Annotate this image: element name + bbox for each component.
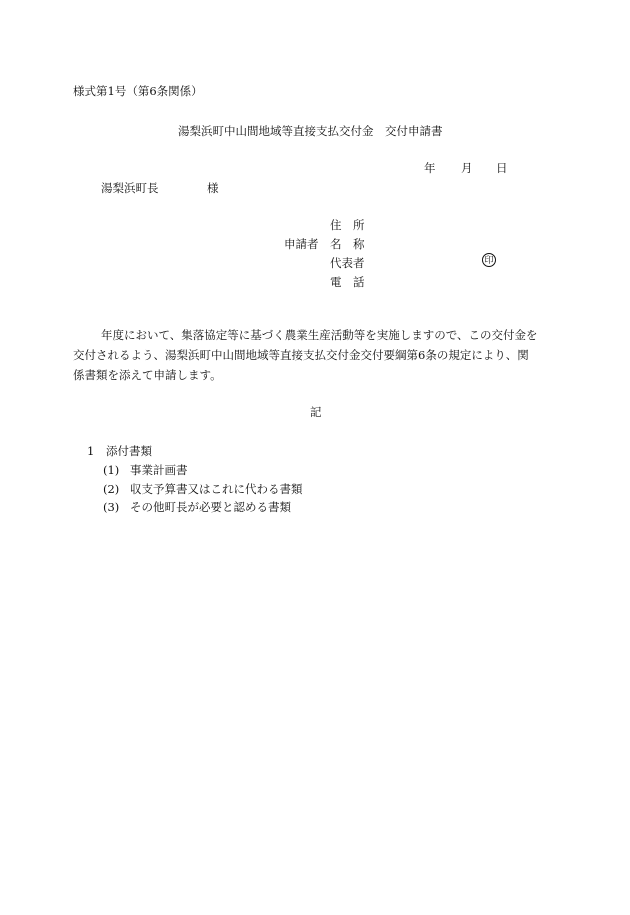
date-month-label: 月 [461, 161, 473, 175]
attachments-heading: 添付書類 [106, 444, 152, 458]
date-year-label: 年 [424, 161, 436, 175]
attachment-item-1-text: 事業計画書 [130, 463, 188, 477]
attachments-number: 1 [87, 444, 95, 458]
date-day-label: 日 [496, 161, 508, 175]
body-line-2: 交付されるよう、湯梨浜町中山間地域等直接支払交付金交付要綱第6条の規定により、関 [73, 348, 529, 362]
applicant-address-label: 住 所 [330, 218, 365, 232]
attachment-item-2-num: (2) [103, 482, 120, 496]
applicant-heading: 申請者 [284, 237, 319, 251]
body-line-3: 係書類を添えて申請します。 [73, 368, 222, 382]
seal-mark: 印 [482, 253, 496, 267]
body-line-1: 年度において、集落協定等に基づく農業生産活動等を実施しますので、この交付金を [101, 328, 538, 342]
application-body [73, 325, 565, 385]
attachment-item-3-text: その他町長が必要と認める書類 [130, 500, 291, 514]
applicant-phone-label: 電 話 [330, 275, 365, 289]
applicant-representative-label: 代表者 [330, 256, 365, 270]
attachment-item-3-num: (3) [103, 500, 120, 514]
addressee-name: 湯梨浜町長 [101, 181, 159, 195]
document-title: 湯梨浜町中山間地域等直接支払交付金 交付申請書 [178, 124, 443, 138]
form-number: 様式第1号（第6条関係） [73, 84, 203, 98]
ki-heading: 記 [310, 405, 322, 419]
attachment-item-1-num: (1) [103, 463, 120, 477]
addressee-honorific: 様 [207, 181, 219, 195]
applicant-name-label: 名 称 [330, 237, 365, 251]
attachment-item-2-text: 収支予算書又はこれに代わる書類 [130, 482, 303, 496]
